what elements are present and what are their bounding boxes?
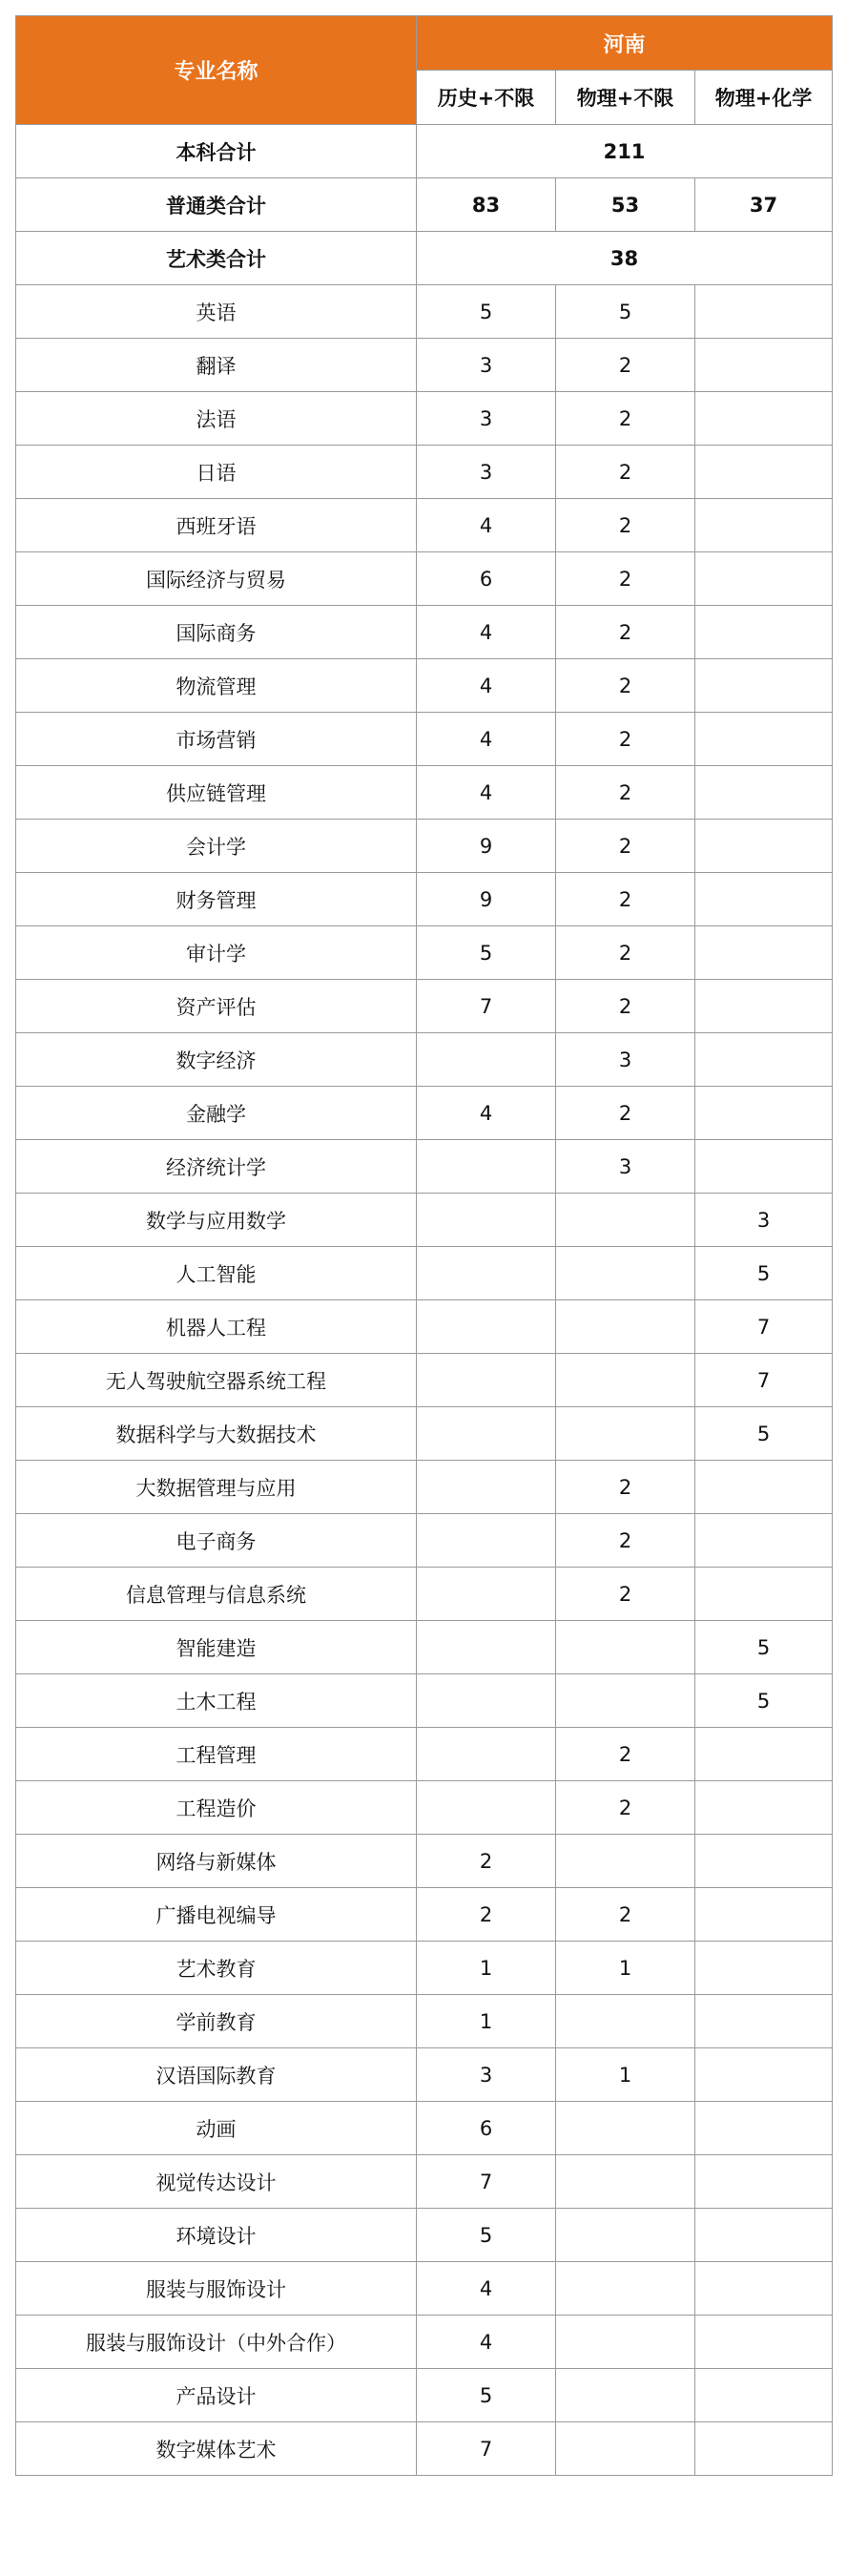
major-name-cell: 服装与服饰设计 <box>16 2262 417 2316</box>
physics-quota-cell: 2 <box>556 1781 695 1835</box>
major-name-cell: 动画 <box>16 2102 417 2155</box>
history-quota-cell: 3 <box>417 2048 556 2102</box>
column-header-physics-chemistry: 物理+化学 <box>695 71 833 125</box>
table-row <box>16 1247 833 1300</box>
physics-chemistry-quota-cell <box>695 1033 833 1087</box>
table-row <box>16 552 833 606</box>
major-name-cell: 无人驾驶航空器系统工程 <box>16 1354 417 1407</box>
physics-chemistry-quota-cell <box>695 2422 833 2476</box>
physics-quota-cell: 5 <box>556 285 695 339</box>
table-row <box>16 1140 833 1194</box>
major-name-cell: 西班牙语 <box>16 499 417 552</box>
physics-chemistry-quota-cell <box>695 2262 833 2316</box>
physics-chemistry-quota-cell <box>695 1995 833 2048</box>
table-row <box>16 1995 833 2048</box>
physics-chemistry-quota-cell <box>695 1728 833 1781</box>
major-name-cell: 工程管理 <box>16 1728 417 1781</box>
history-quota-cell <box>417 1728 556 1781</box>
history-quota-cell: 4 <box>417 1087 556 1140</box>
physics-chemistry-quota-cell: 7 <box>695 1300 833 1354</box>
physics-chemistry-quota-cell <box>695 2102 833 2155</box>
physics-chemistry-quota-cell <box>695 820 833 873</box>
history-quota-cell: 4 <box>417 606 556 659</box>
table-row <box>16 1568 833 1621</box>
history-quota-cell <box>417 1674 556 1728</box>
general-total-history: 83 <box>417 178 556 232</box>
table-row <box>16 499 833 552</box>
major-name-cell: 学前教育 <box>16 1995 417 2048</box>
table-row <box>16 1728 833 1781</box>
history-quota-cell <box>417 1407 556 1461</box>
physics-quota-cell: 2 <box>556 552 695 606</box>
major-name-cell: 服装与服饰设计（中外合作） <box>16 2316 417 2369</box>
physics-chemistry-quota-cell <box>695 1888 833 1942</box>
major-name-cell: 土木工程 <box>16 1674 417 1728</box>
physics-quota-cell: 2 <box>556 1514 695 1568</box>
physics-chemistry-quota-cell: 7 <box>695 1354 833 1407</box>
physics-chemistry-quota-cell <box>695 2209 833 2262</box>
physics-quota-cell <box>556 2262 695 2316</box>
physics-quota-cell: 3 <box>556 1033 695 1087</box>
table-row <box>16 2369 833 2422</box>
history-quota-cell: 1 <box>417 1942 556 1995</box>
physics-chemistry-quota-cell: 5 <box>695 1674 833 1728</box>
major-name-cell: 大数据管理与应用 <box>16 1461 417 1514</box>
physics-quota-cell: 2 <box>556 1728 695 1781</box>
history-quota-cell: 9 <box>417 873 556 926</box>
physics-quota-cell <box>556 2102 695 2155</box>
physics-quota-cell: 2 <box>556 606 695 659</box>
history-quota-cell <box>417 1247 556 1300</box>
table-row <box>16 1194 833 1247</box>
physics-quota-cell: 1 <box>556 2048 695 2102</box>
major-name-cell: 环境设计 <box>16 2209 417 2262</box>
column-header-physics: 物理+不限 <box>556 71 695 125</box>
physics-chemistry-quota-cell <box>695 285 833 339</box>
history-quota-cell: 3 <box>417 392 556 446</box>
table-row <box>16 2102 833 2155</box>
table-row <box>16 1033 833 1087</box>
physics-quota-cell <box>556 1407 695 1461</box>
major-name-cell: 物流管理 <box>16 659 417 713</box>
physics-chemistry-quota-cell <box>695 1140 833 1194</box>
major-name-cell: 产品设计 <box>16 2369 417 2422</box>
major-name-cell: 汉语国际教育 <box>16 2048 417 2102</box>
table-row <box>16 2209 833 2262</box>
table-row <box>16 766 833 820</box>
history-quota-cell: 5 <box>417 926 556 980</box>
table-row <box>16 446 833 499</box>
table-row <box>16 1674 833 1728</box>
major-name-cell: 资产评估 <box>16 980 417 1033</box>
art-total-row <box>16 232 833 285</box>
physics-quota-cell <box>556 2316 695 2369</box>
history-quota-cell: 4 <box>417 2316 556 2369</box>
column-header-history: 历史+不限 <box>417 71 556 125</box>
physics-quota-cell <box>556 1194 695 1247</box>
major-name-cell: 日语 <box>16 446 417 499</box>
major-name-cell: 网络与新媒体 <box>16 1835 417 1888</box>
physics-chemistry-quota-cell: 5 <box>695 1407 833 1461</box>
physics-chemistry-quota-cell <box>695 606 833 659</box>
physics-quota-cell: 2 <box>556 1087 695 1140</box>
physics-quota-cell: 1 <box>556 1942 695 1995</box>
undergrad-total-value: 211 <box>417 125 833 178</box>
physics-quota-cell: 2 <box>556 1568 695 1621</box>
physics-chemistry-quota-cell <box>695 1568 833 1621</box>
undergrad-total-label: 本科合计 <box>16 125 417 178</box>
history-quota-cell: 9 <box>417 820 556 873</box>
physics-chemistry-quota-cell <box>695 1781 833 1835</box>
general-total-label: 普通类合计 <box>16 178 417 232</box>
major-name-cell: 财务管理 <box>16 873 417 926</box>
history-quota-cell <box>417 1140 556 1194</box>
physics-chemistry-quota-cell <box>695 446 833 499</box>
physics-chemistry-quota-cell <box>695 2048 833 2102</box>
major-name-cell: 广播电视编导 <box>16 1888 417 1942</box>
physics-chemistry-quota-cell <box>695 1835 833 1888</box>
major-name-cell: 供应链管理 <box>16 766 417 820</box>
physics-quota-cell: 2 <box>556 766 695 820</box>
table-row <box>16 820 833 873</box>
physics-quota-cell <box>556 2209 695 2262</box>
history-quota-cell: 2 <box>417 1835 556 1888</box>
table-row <box>16 873 833 926</box>
physics-chemistry-quota-cell <box>695 2316 833 2369</box>
physics-quota-cell <box>556 1674 695 1728</box>
table-row <box>16 2155 833 2209</box>
physics-chemistry-quota-cell <box>695 2369 833 2422</box>
physics-chemistry-quota-cell <box>695 1514 833 1568</box>
history-quota-cell: 7 <box>417 980 556 1033</box>
table-row <box>16 659 833 713</box>
major-name-cell: 市场营销 <box>16 713 417 766</box>
physics-quota-cell <box>556 2369 695 2422</box>
history-quota-cell <box>417 1300 556 1354</box>
physics-chemistry-quota-cell <box>695 2155 833 2209</box>
physics-chemistry-quota-cell: 3 <box>695 1194 833 1247</box>
general-total-physics: 53 <box>556 178 695 232</box>
major-name-cell: 艺术教育 <box>16 1942 417 1995</box>
physics-quota-cell <box>556 1835 695 1888</box>
table-row <box>16 339 833 392</box>
major-name-cell: 信息管理与信息系统 <box>16 1568 417 1621</box>
table-row <box>16 980 833 1033</box>
history-quota-cell: 6 <box>417 552 556 606</box>
major-name-header: 专业名称 <box>16 16 417 125</box>
major-name-cell: 翻译 <box>16 339 417 392</box>
physics-quota-cell <box>556 1621 695 1674</box>
table-row <box>16 926 833 980</box>
history-quota-cell: 7 <box>417 2155 556 2209</box>
history-quota-cell <box>417 1194 556 1247</box>
physics-quota-cell: 2 <box>556 980 695 1033</box>
physics-quota-cell <box>556 2422 695 2476</box>
major-name-cell: 电子商务 <box>16 1514 417 1568</box>
major-name-cell: 审计学 <box>16 926 417 980</box>
physics-quota-cell: 2 <box>556 446 695 499</box>
history-quota-cell: 4 <box>417 499 556 552</box>
history-quota-cell: 6 <box>417 2102 556 2155</box>
physics-quota-cell: 2 <box>556 820 695 873</box>
province-header: 河南 <box>417 16 833 71</box>
major-name-cell: 人工智能 <box>16 1247 417 1300</box>
table-row <box>16 1354 833 1407</box>
table-row <box>16 1300 833 1354</box>
physics-quota-cell <box>556 1247 695 1300</box>
physics-chemistry-quota-cell <box>695 873 833 926</box>
major-name-cell: 金融学 <box>16 1087 417 1140</box>
major-name-cell: 视觉传达设计 <box>16 2155 417 2209</box>
major-name-cell: 国际经济与贸易 <box>16 552 417 606</box>
major-name-cell: 数字媒体艺术 <box>16 2422 417 2476</box>
physics-quota-cell <box>556 1995 695 2048</box>
table-row <box>16 1888 833 1942</box>
table-row <box>16 285 833 339</box>
table-row <box>16 713 833 766</box>
table-row <box>16 2422 833 2476</box>
major-name-cell: 法语 <box>16 392 417 446</box>
history-quota-cell <box>417 1621 556 1674</box>
table-row <box>16 1835 833 1888</box>
history-quota-cell: 4 <box>417 659 556 713</box>
physics-chemistry-quota-cell <box>695 339 833 392</box>
physics-quota-cell: 3 <box>556 1140 695 1194</box>
physics-chemistry-quota-cell <box>695 392 833 446</box>
table-row <box>16 392 833 446</box>
table-row <box>16 2048 833 2102</box>
history-quota-cell <box>417 1461 556 1514</box>
table-row <box>16 1514 833 1568</box>
physics-chemistry-quota-cell: 5 <box>695 1247 833 1300</box>
table-row <box>16 1942 833 1995</box>
physics-chemistry-quota-cell: 5 <box>695 1621 833 1674</box>
history-quota-cell: 5 <box>417 285 556 339</box>
art-total-value: 38 <box>417 232 833 285</box>
general-total-physics-chemistry: 37 <box>695 178 833 232</box>
physics-chemistry-quota-cell <box>695 1461 833 1514</box>
table-row <box>16 1621 833 1674</box>
major-name-cell: 机器人工程 <box>16 1300 417 1354</box>
major-name-cell: 数据科学与大数据技术 <box>16 1407 417 1461</box>
art-total-label: 艺术类合计 <box>16 232 417 285</box>
physics-quota-cell <box>556 2155 695 2209</box>
history-quota-cell: 5 <box>417 2369 556 2422</box>
general-total-row <box>16 178 833 232</box>
physics-quota-cell: 2 <box>556 926 695 980</box>
physics-quota-cell: 2 <box>556 659 695 713</box>
history-quota-cell: 1 <box>417 1995 556 2048</box>
history-quota-cell: 3 <box>417 339 556 392</box>
history-quota-cell <box>417 1033 556 1087</box>
major-name-cell: 国际商务 <box>16 606 417 659</box>
history-quota-cell <box>417 1514 556 1568</box>
physics-chemistry-quota-cell <box>695 499 833 552</box>
physics-chemistry-quota-cell <box>695 926 833 980</box>
table-row <box>16 606 833 659</box>
history-quota-cell <box>417 1781 556 1835</box>
physics-quota-cell: 2 <box>556 339 695 392</box>
table-row <box>16 1781 833 1835</box>
history-quota-cell: 7 <box>417 2422 556 2476</box>
history-quota-cell: 5 <box>417 2209 556 2262</box>
major-name-cell: 数学与应用数学 <box>16 1194 417 1247</box>
physics-quota-cell: 2 <box>556 1461 695 1514</box>
physics-chemistry-quota-cell <box>695 980 833 1033</box>
undergrad-total-row <box>16 125 833 178</box>
physics-chemistry-quota-cell <box>695 659 833 713</box>
physics-quota-cell <box>556 1354 695 1407</box>
physics-chemistry-quota-cell <box>695 1087 833 1140</box>
history-quota-cell: 4 <box>417 766 556 820</box>
physics-quota-cell: 2 <box>556 499 695 552</box>
major-name-cell: 工程造价 <box>16 1781 417 1835</box>
physics-chemistry-quota-cell <box>695 1942 833 1995</box>
physics-quota-cell: 2 <box>556 392 695 446</box>
physics-quota-cell: 2 <box>556 713 695 766</box>
physics-quota-cell: 2 <box>556 1888 695 1942</box>
physics-chemistry-quota-cell <box>695 766 833 820</box>
major-name-cell: 会计学 <box>16 820 417 873</box>
history-quota-cell: 2 <box>417 1888 556 1942</box>
table-row <box>16 1461 833 1514</box>
major-name-cell: 数字经济 <box>16 1033 417 1087</box>
major-name-cell: 经济统计学 <box>16 1140 417 1194</box>
major-name-cell: 英语 <box>16 285 417 339</box>
table-row <box>16 1407 833 1461</box>
physics-quota-cell <box>556 1300 695 1354</box>
admission-quota-table <box>15 15 833 2476</box>
table-row <box>16 2316 833 2369</box>
history-quota-cell: 4 <box>417 713 556 766</box>
physics-chemistry-quota-cell <box>695 713 833 766</box>
history-quota-cell <box>417 1354 556 1407</box>
table-row <box>16 2262 833 2316</box>
history-quota-cell <box>417 1568 556 1621</box>
history-quota-cell: 3 <box>417 446 556 499</box>
physics-chemistry-quota-cell <box>695 552 833 606</box>
history-quota-cell: 4 <box>417 2262 556 2316</box>
table-row <box>16 1087 833 1140</box>
physics-quota-cell: 2 <box>556 873 695 926</box>
major-name-cell: 智能建造 <box>16 1621 417 1674</box>
